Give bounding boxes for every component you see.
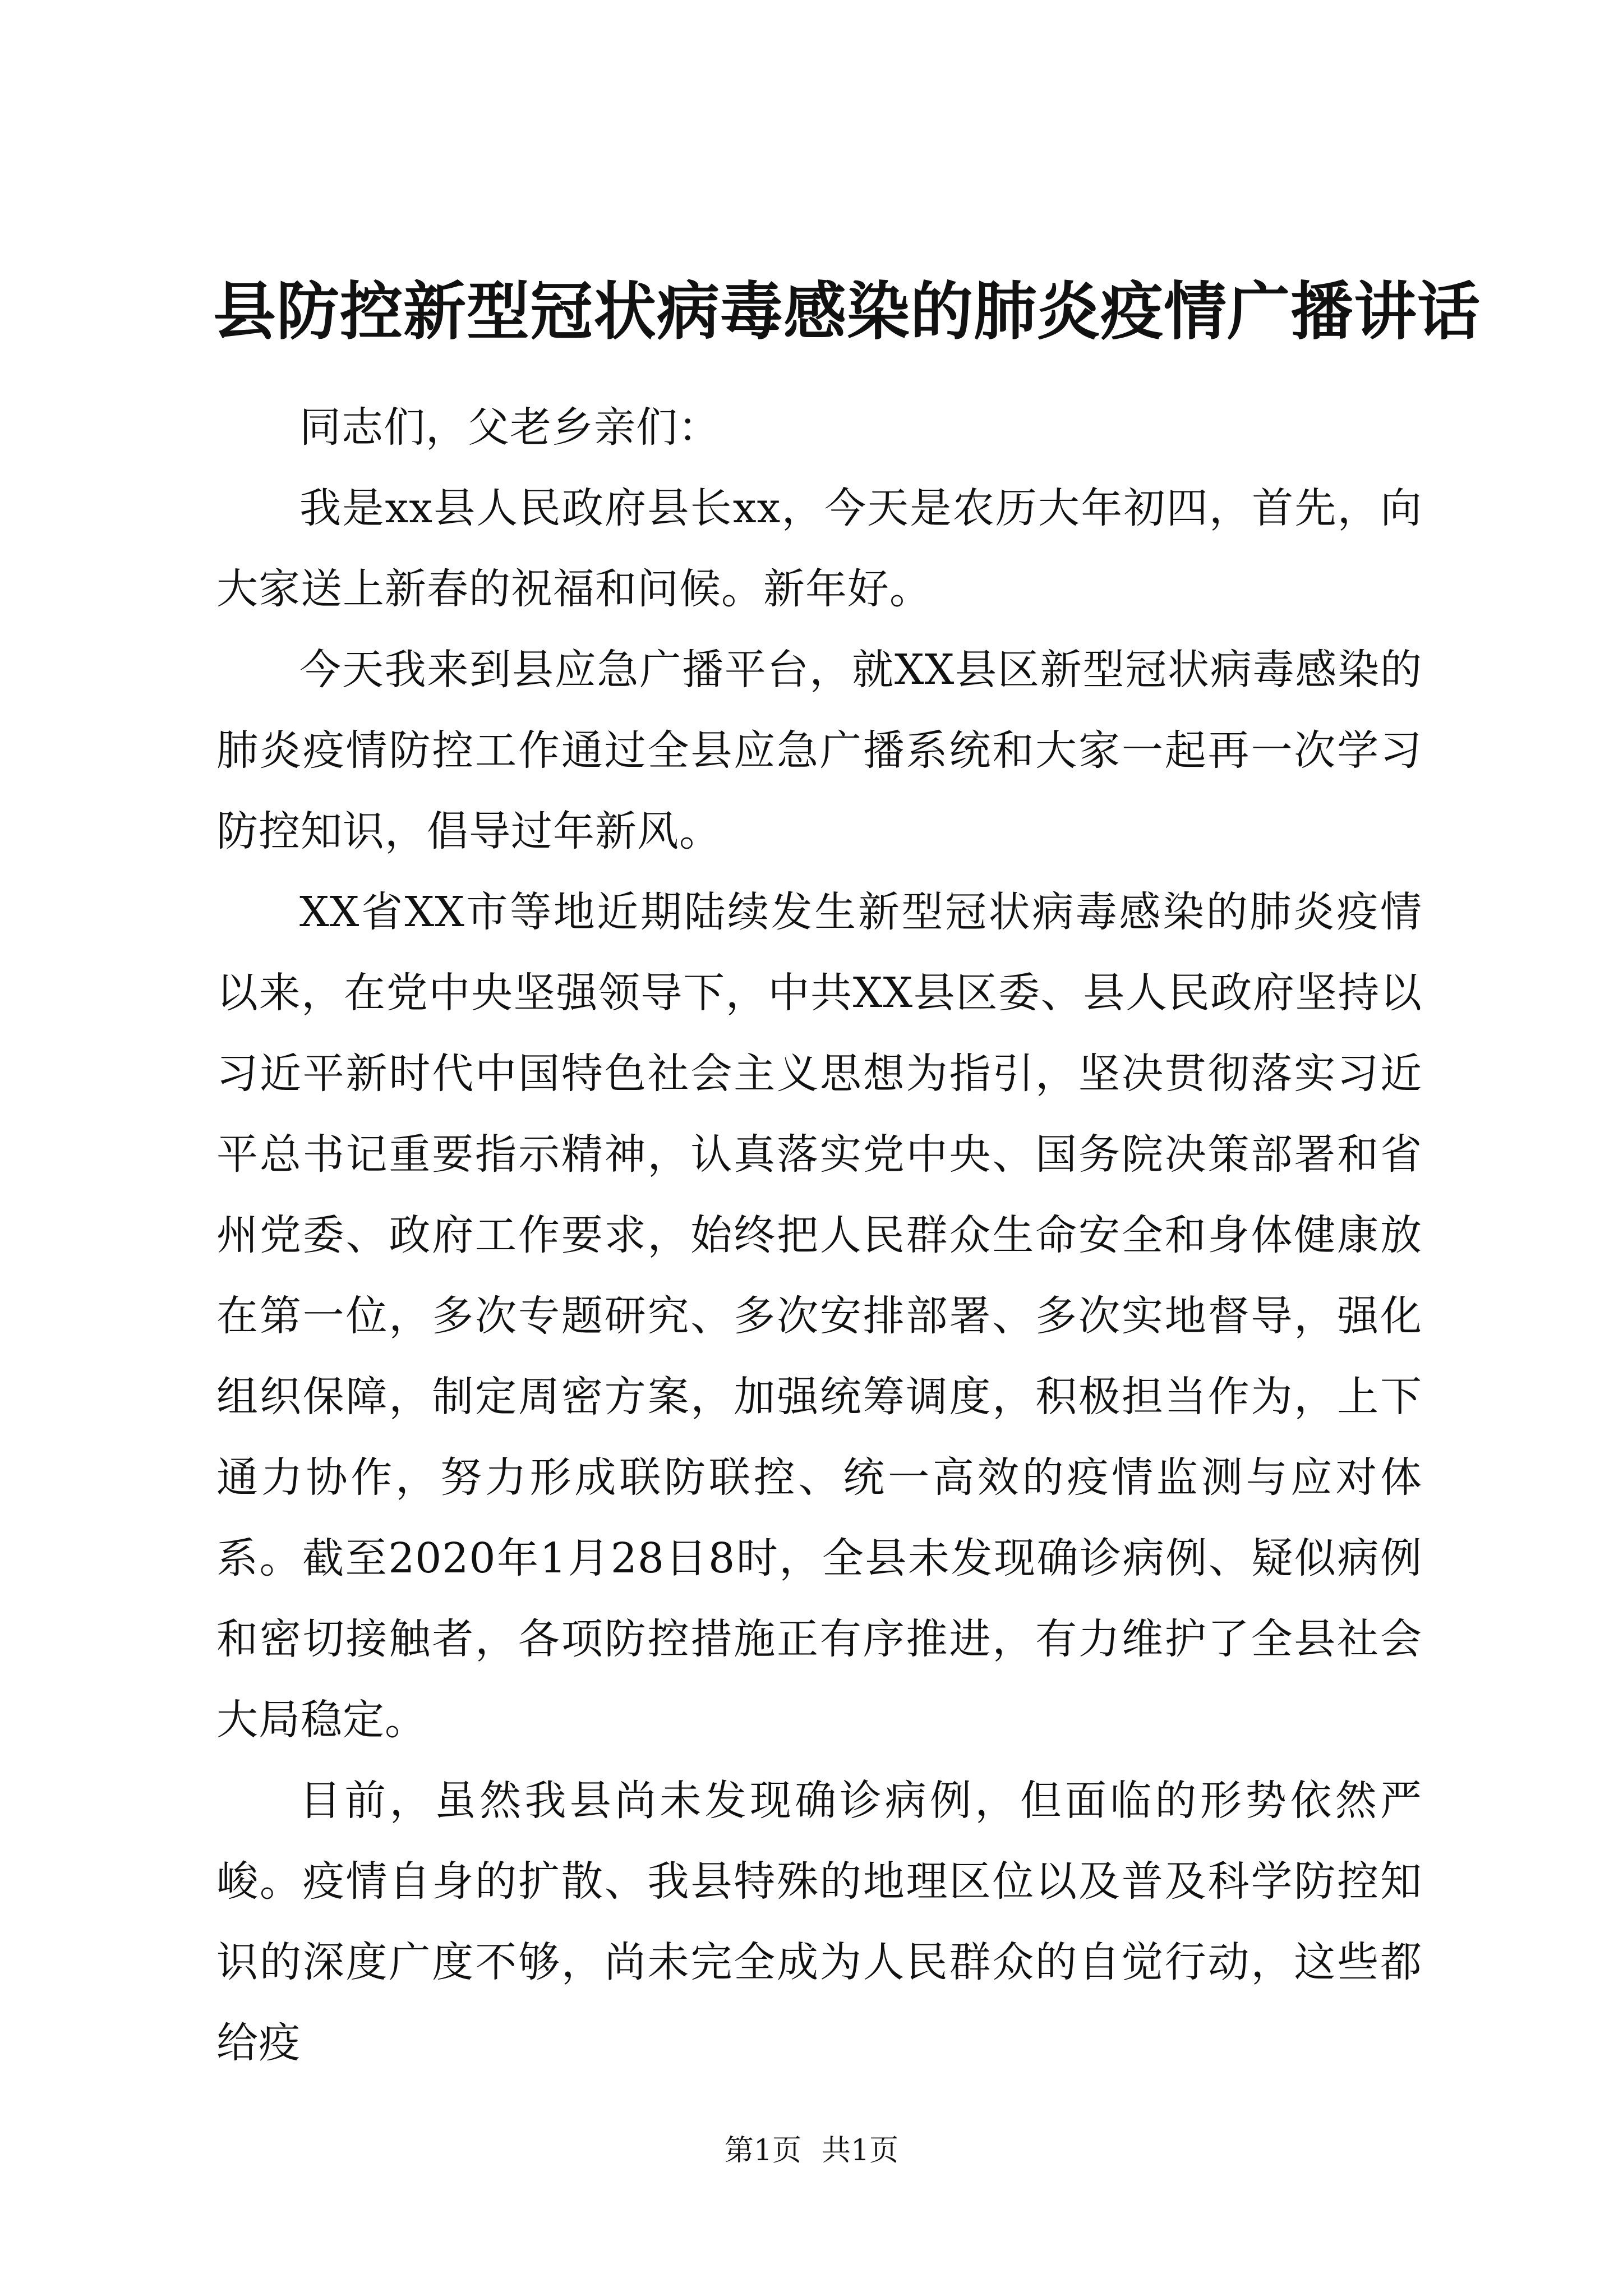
page-number: 第1页	[724, 2134, 801, 2168]
paragraph-salutation: 同志们，父老乡亲们：	[299, 403, 720, 452]
paragraph-current-situation: 目前，虽然我县尚未发现确诊病例，但面临的形势依然严峻。疫情自身的扩散、我县特殊的地理区位以及普及科学防控知识的深度广度不够，尚未完全成为人民群众的自觉行动，这些都给疫	[216, 1777, 1422, 2067]
document-body	[216, 387, 1422, 2083]
paragraph-broadcast-purpose: 今天我来到县应急广播平台，就XX县区新型冠状病毒感染的肺炎疫情防控工作通过全县应急广播系统和大家一起再一次学习防控知识，倡导过年新风。	[216, 646, 1422, 855]
document-title: 县防控新型冠状病毒感染的肺炎疫情广播讲话	[213, 275, 1481, 348]
total-pages: 共1页	[822, 2134, 899, 2168]
paragraph-prevention-work: XX省XX市等地近期陆续发生新型冠状病毒感染的肺炎疫情以来，在党中央坚强领导下，中共XX县区委、县人民政府坚持以习近平新时代中国特色社会主义思想为指引，坚决贯彻落实习近平总书记重要指示精神，认真落实党中央、国务院决策部署和省州党委、政府工作要求，始终把人民群众生命安全和身体健康放在第一位，多次专题研究、多次安排部署、多次实地督导，强化组织保障，制定周密方案，加强统筹调度，积极担当作为，上下通力协作，努力形成联防联控、统一高效的疫情监测与应对体系。截至2020年1月28日8时，全县未发现确诊病例、疑似病例和密切接触者，各项防控措施正有序推进，有力维护了全县社会大局稳定。	[216, 888, 1422, 1744]
page-footer	[0, 2134, 1623, 2168]
paragraph-introduction: 我是xx县人民政府县长xx，今天是农历大年初四，首先，向大家送上新春的祝福和问候。新年好。	[216, 484, 1422, 613]
